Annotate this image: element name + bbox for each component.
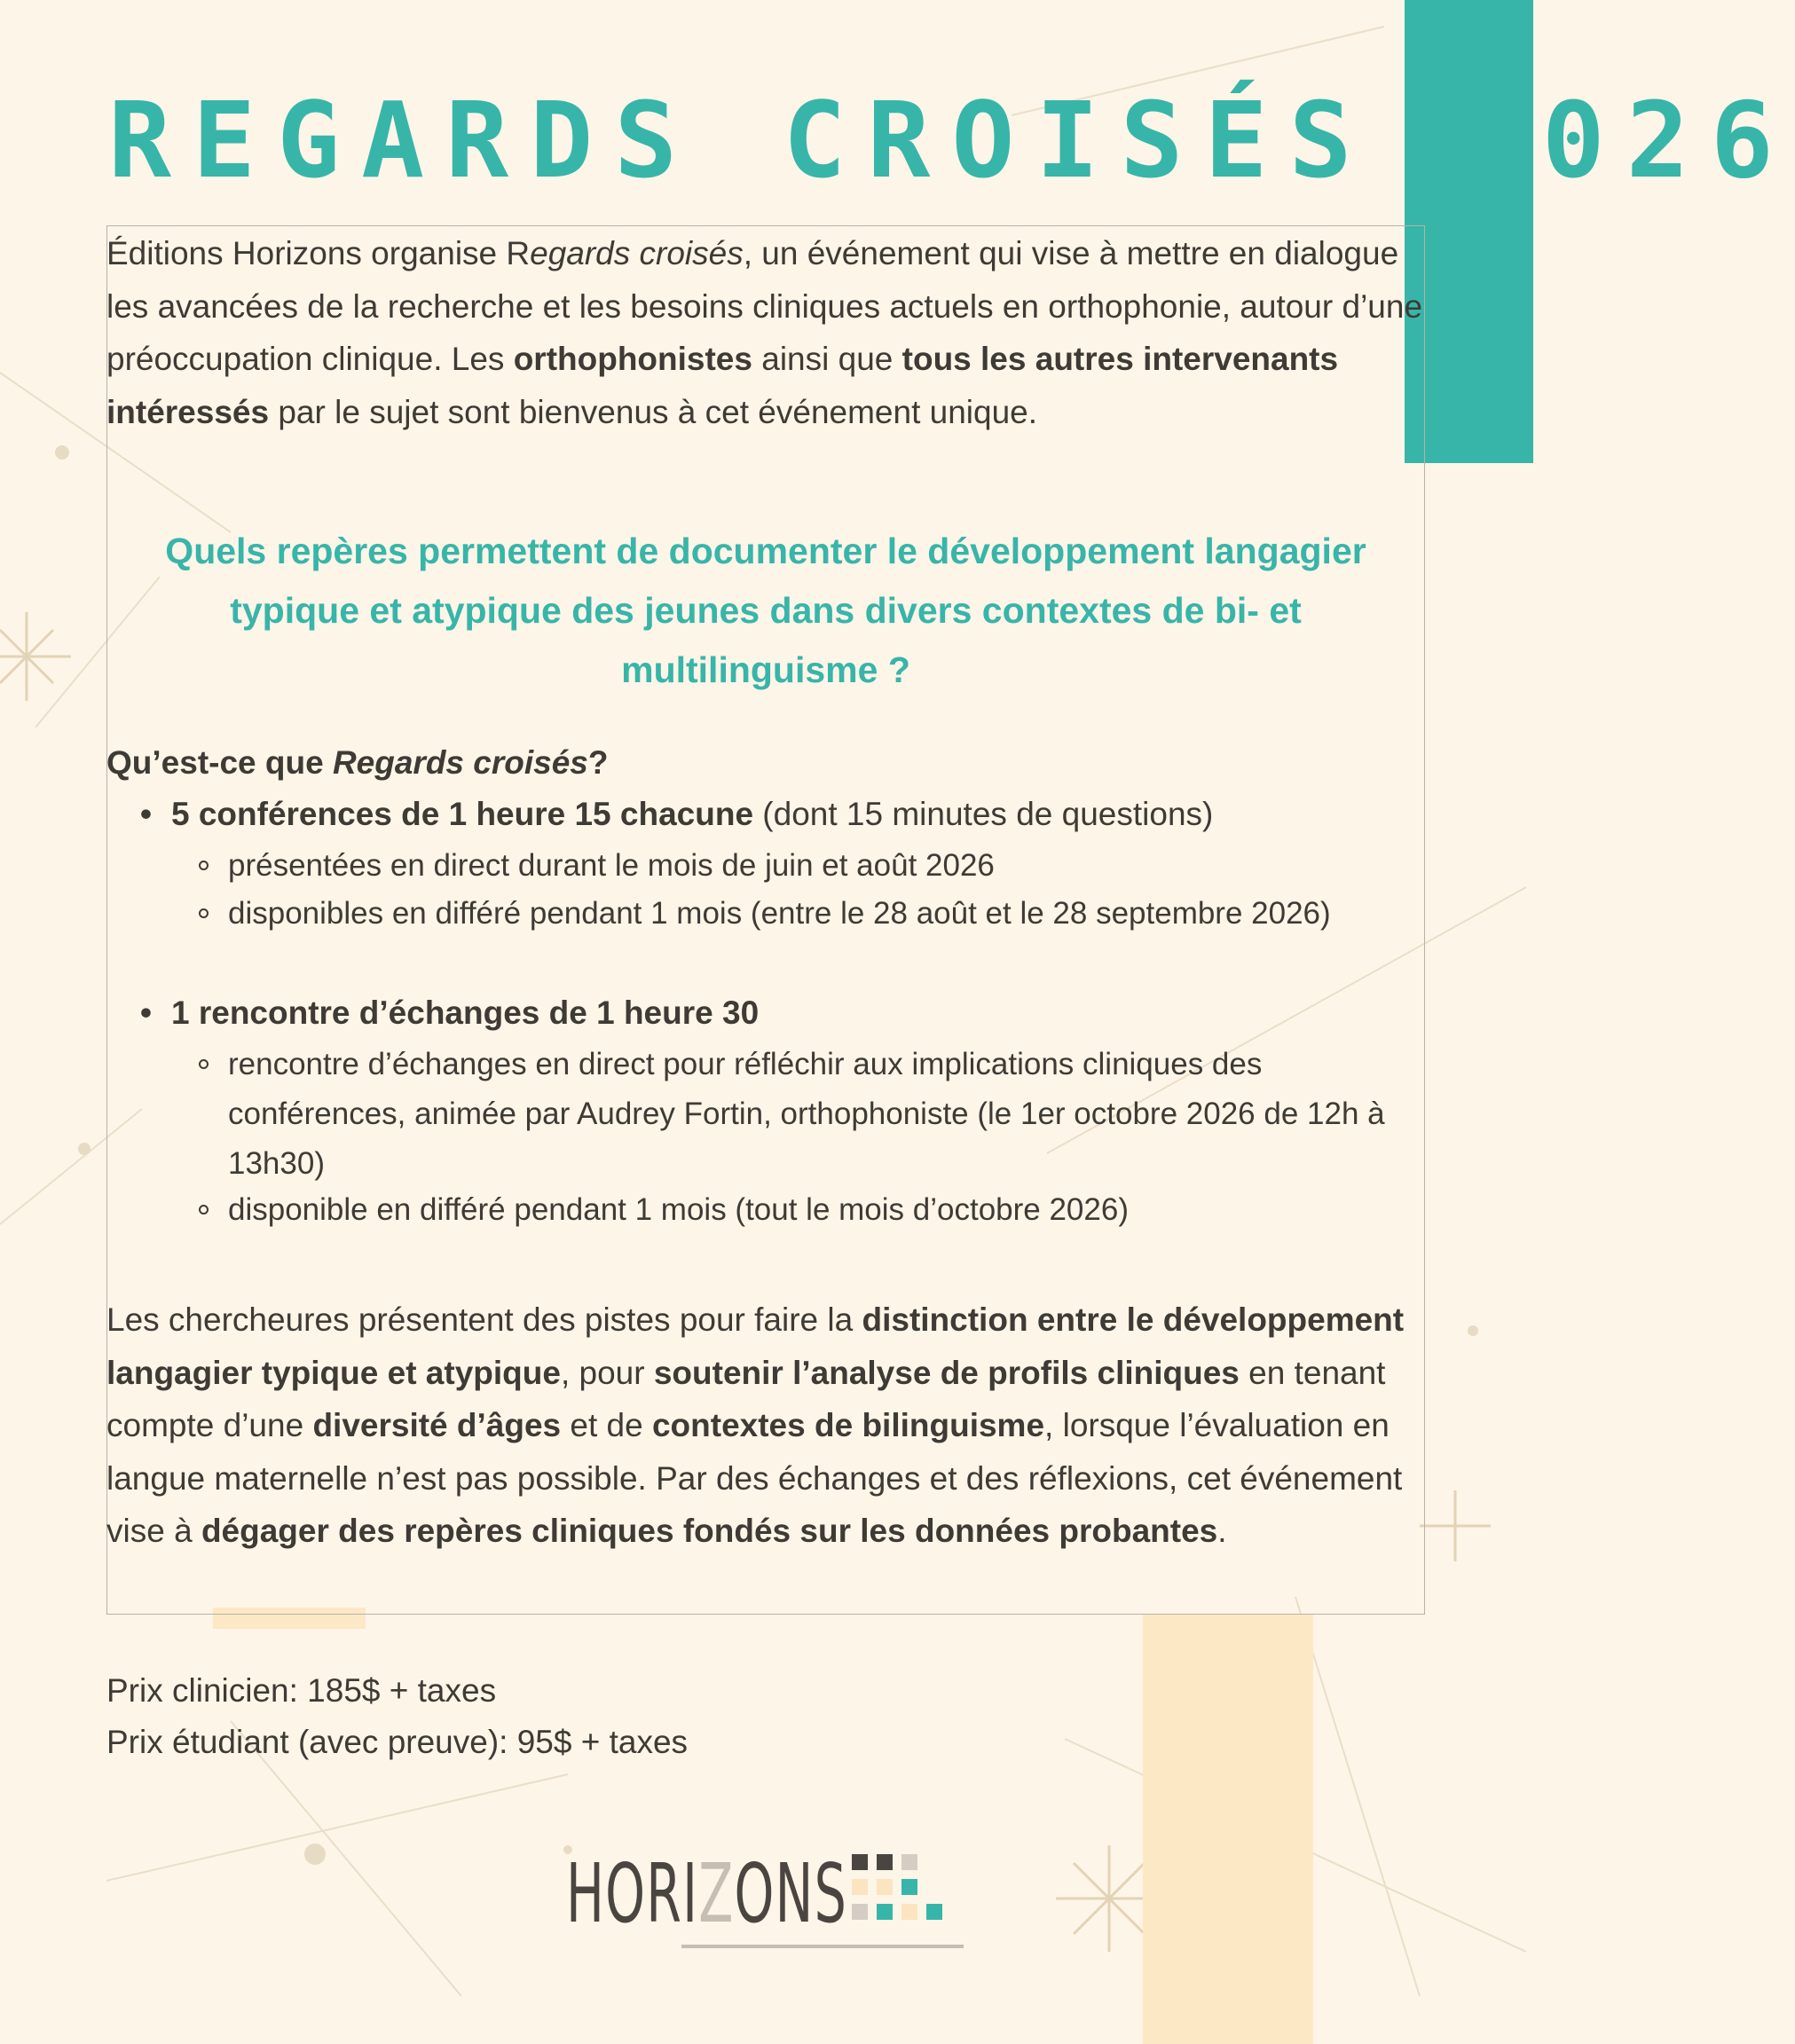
bullet-dot-icon: •	[140, 796, 152, 832]
page-title: REGARDS CROISÉS 2026	[108, 79, 1795, 201]
logo-wordmark: HORIZONS	[566, 1846, 848, 1941]
bullet-circle-icon	[199, 1205, 209, 1215]
sub-list-item: présentées en direct durant le mois de juin et août 2026	[228, 841, 995, 891]
bullet-circle-icon	[199, 1059, 209, 1069]
event-question: Quels repères permettent de documenter le développement langagier typique et atypique des jeunes dans divers contextes de bi- et multilinguisme ?	[165, 531, 1366, 690]
horizons-logo	[566, 1845, 974, 1961]
bullet-dot-icon: •	[140, 994, 152, 1031]
intro-paragraph: Éditions Horizons organise Regards croisés, un événement qui vise à mettre en dialogue les avancées de la recherche et les besoins cliniques actuels en orthophonie, autour d’une préoccupation clinique. Les orthophonistes ainsi que tous les autres intervenants intéressés par le sujet sont bienvenus à cet événement unique.	[106, 235, 1423, 430]
sub-list-item: disponible en différé pendant 1 mois (tout le mois d’octobre 2026)	[228, 1185, 1129, 1235]
peach-decor-block	[1143, 1615, 1313, 2044]
price-student: Prix étudiant (avec preuve): 95$ + taxes	[106, 1724, 689, 1760]
bullet-circle-icon	[199, 861, 209, 870]
list-item: • 5 conférences de 1 heure 15 chacune (dont 15 minutes de questions)	[171, 790, 1213, 839]
price-clinician: Prix clinicien: 185$ + taxes	[106, 1672, 497, 1709]
sub-list-item: disponibles en différé pendant 1 mois (entre le 28 août et le 28 septembre 2026)	[228, 889, 1417, 939]
closing-paragraph: Les chercheures présentent des pistes pour faire la distinction entre le développement langagier typique et atypique, pour soutenir l’analyse de profils cliniques en tenant compte d’une diversité d’âges et de contextes de bilinguisme, lorsque l’évaluation en langue maternelle n’est pas possible. Par des échanges et des réflexions, cet événement vise à dégager des repères cliniques fondés sur les données probantes.	[106, 1301, 1405, 1549]
list-item: • 1 rencontre d’échanges de 1 heure 30	[171, 988, 759, 1038]
bullet-circle-icon	[199, 908, 209, 918]
sub-list-item: rencontre d’échanges en direct pour réfléchir aux implications cliniques des conférences, animée par Audrey Fortin, orthophoniste (le 1er octobre 2026 de 12h à 13h30)	[228, 1040, 1426, 1189]
section-heading: Qu’est-ce que Regards croisés?	[106, 744, 609, 781]
